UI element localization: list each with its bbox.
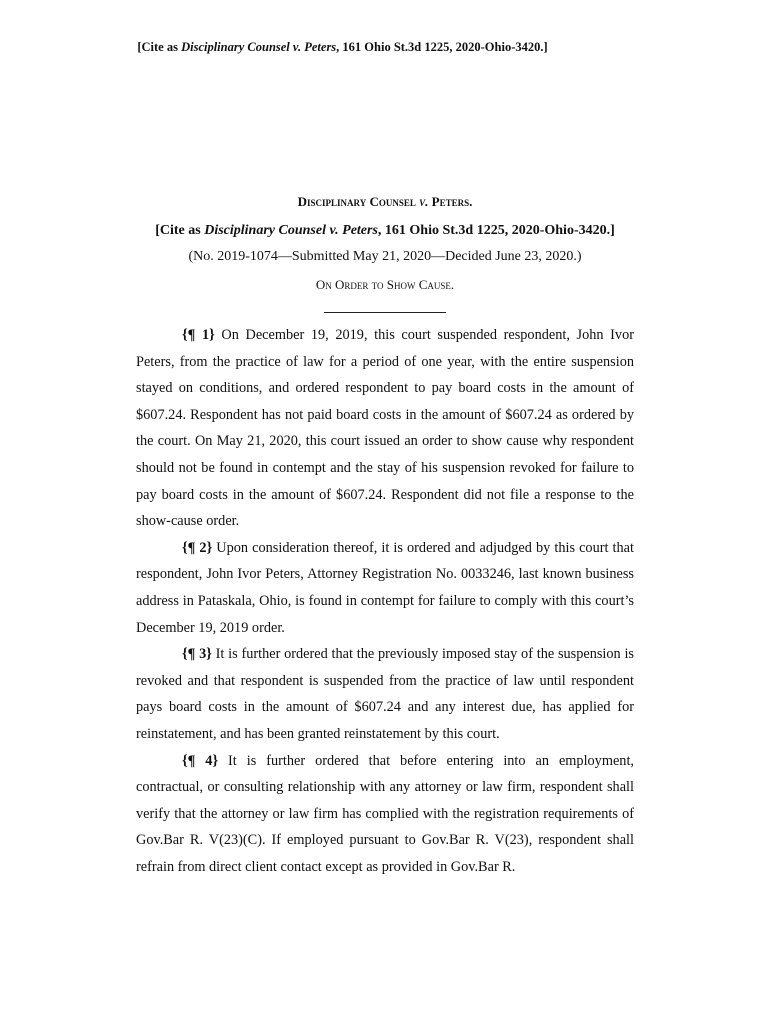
- header-cite-case: Disciplinary Counsel v. Peters: [181, 40, 337, 54]
- paragraph-text: On December 19, 2019, this court suspended respondent, John Ivor Peters, from the practice of law for a period of one year, with the entire suspension stayed on conditions, and ordered respondent to pay board costs in the amount of $607.24. Respondent has not paid board costs in the amount of $607.24 as ordered by the court. On May 21, 2020, this court issued an order to show cause why respondent should not be found in contempt and the stay of his suspension revoked for failure to pay board costs in the amount of $607.24. Respondent did not file a response to the show-cause order.: [136, 327, 634, 530]
- separator-rule: [324, 312, 446, 313]
- paragraph-4: [136, 748, 634, 881]
- paragraph-3: [136, 641, 634, 747]
- title-block: [136, 192, 634, 313]
- opinion-body: [136, 322, 634, 880]
- title-cite-case: Disciplinary Counsel v. Peters: [204, 223, 378, 238]
- paragraph-text: It is further ordered that before entering into an employment, contractual, or consulting relationship with any attorney or law firm, respondent shall verify that the attorney or law firm has complied with the registration requirements of Gov.Bar R. V(23)(C). If employed pursuant to Gov.Bar R. V(23), respondent shall refrain from direct client contact except as provided in Gov.Bar R.: [136, 752, 634, 875]
- case-name-part1: Disciplinary Counsel: [297, 194, 416, 209]
- title-cite-prefix: [Cite as: [155, 223, 205, 238]
- citation-line: [136, 218, 634, 244]
- header-cite-prefix: [Cite as: [137, 40, 182, 54]
- paragraph-1: [136, 322, 634, 535]
- paragraph-number: {¶ 3}: [182, 646, 212, 663]
- case-name-part2: Peters.: [431, 194, 473, 209]
- case-name-v: v.: [419, 194, 429, 209]
- paragraph-number: {¶ 4}: [182, 752, 219, 769]
- header-citation: [0, 40, 685, 55]
- header-cite-suffix: , 161 Ohio St.3d 1225, 2020-Ohio-3420.]: [336, 40, 548, 54]
- docket-line: (No. 2019-1074—Submitted May 21, 2020—Decided June 23, 2020.): [188, 249, 582, 264]
- paragraph-text: Upon consideration thereof, it is ordered and adjudged by this court that respondent, John Ivor Peters, Attorney Registration No. 0033246, last known business address in Pataskala, Ohio, is found in contempt for failure to comply with this court’s December 19, 2019 order.: [136, 539, 634, 636]
- title-cite-suffix: , 161 Ohio St.3d 1225, 2020-Ohio-3420.]: [377, 223, 615, 238]
- paragraph-number: {¶ 2}: [182, 539, 213, 556]
- case-title: [136, 192, 634, 212]
- paragraph-2: [136, 535, 634, 641]
- order-type: On Order to Show Cause.: [315, 277, 455, 292]
- paragraph-text: It is further ordered that the previously imposed stay of the suspension is revoked and that respondent is suspended from the practice of law until respondent pays board costs in the amount of $607.24 and any interest due, has applied for reinstatement, and has been granted reinstatement by this court.: [136, 646, 634, 742]
- paragraph-number: {¶ 1}: [182, 327, 215, 343]
